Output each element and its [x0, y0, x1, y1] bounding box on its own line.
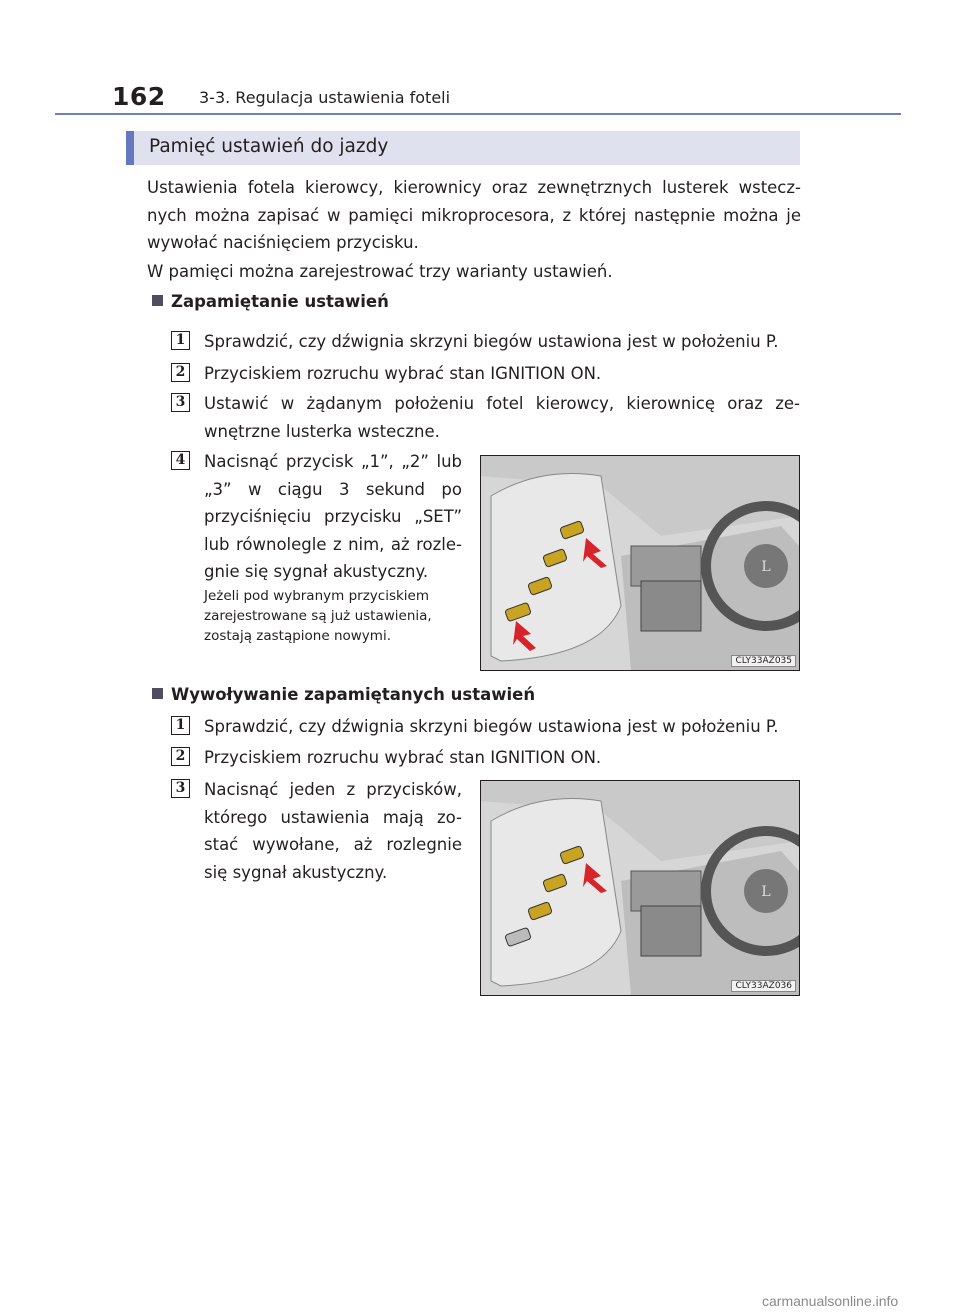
step-number-badge: 2 — [171, 363, 190, 382]
step-note: Jeżeli pod wybranym przyciskiem zarejestrowane są już ustawienia, zostają zastąpione nowymi. — [204, 588, 432, 644]
step-number-badge: 4 — [171, 451, 190, 470]
bullet-square-icon — [152, 295, 163, 306]
svg-text:L: L — [761, 884, 771, 900]
store-heading — [152, 292, 389, 311]
step-number-badge: 2 — [171, 747, 190, 766]
step-text: Ustawić w żądanym położeniu fotel kierowcy, kierownicę oraz ze-wnętrzne lusterka wsteczne. — [204, 394, 800, 441]
step-number-badge: 3 — [171, 393, 190, 412]
section-title: Pamięć ustawień do jazdy — [149, 136, 389, 157]
header-divider — [55, 113, 901, 115]
memory-buttons-figure-store — [480, 455, 800, 671]
step-text: Sprawdzić, czy dźwignia skrzyni biegów ustawiona jest w położeniu P. — [204, 332, 779, 351]
memory-buttons-figure-recall — [480, 780, 800, 996]
intro-paragraph: Ustawienia fotela kierowcy, kierownicy oraz zewnętrznych lusterek wstecz-nych można zapisać w pamięci mikroprocesora, z której następnie można je wywołać naciśnięciem przycisku. — [147, 178, 801, 252]
section-heading-bar — [126, 131, 800, 165]
recall-heading-text: Wywoływanie zapamiętanych ustawień — [171, 685, 536, 704]
step-text: Nacisnąć jeden z przycisków, którego ustawienia mają zo-stać wywołane, aż rozlegnie się sygnał akustyczny. — [204, 780, 462, 882]
intro-paragraph-2: W pamięci można zarejestrować trzy warianty ustawień. — [147, 262, 613, 281]
step-text: Przyciskiem rozruchu wybrać stan IGNITION ON. — [204, 364, 602, 383]
step-number-badge: 3 — [171, 779, 190, 798]
page-number: 162 — [112, 82, 166, 111]
chapter-title: 3-3. Regulacja ustawienia foteli — [199, 88, 451, 107]
step-number-badge: 1 — [171, 716, 190, 735]
store-heading-text: Zapamiętanie ustawień — [171, 292, 389, 311]
bullet-square-icon — [152, 688, 163, 699]
figure-code: CLY33AZ035 — [731, 655, 796, 667]
recall-heading — [152, 685, 535, 704]
step-text: Przyciskiem rozruchu wybrać stan IGNITION ON. — [204, 748, 602, 767]
step-text: Nacisnąć przycisk „1”, „2” lub „3” w ciągu 3 sekund po przyciśnięciu przycisku „SET” lub równolegle z nim, aż rozle-gnie się sygnał akustyczny. — [204, 452, 462, 581]
watermark: carmanualsonline.info — [762, 1293, 899, 1309]
step-number-badge: 1 — [171, 331, 190, 350]
figure-code: CLY33AZ036 — [731, 980, 796, 992]
door-panel-illustration — [481, 781, 799, 995]
svg-text:L: L — [761, 559, 771, 575]
door-panel-illustration — [481, 456, 799, 670]
step-text: Sprawdzić, czy dźwignia skrzyni biegów ustawiona jest w położeniu P. — [204, 717, 779, 736]
page-header — [0, 0, 960, 120]
